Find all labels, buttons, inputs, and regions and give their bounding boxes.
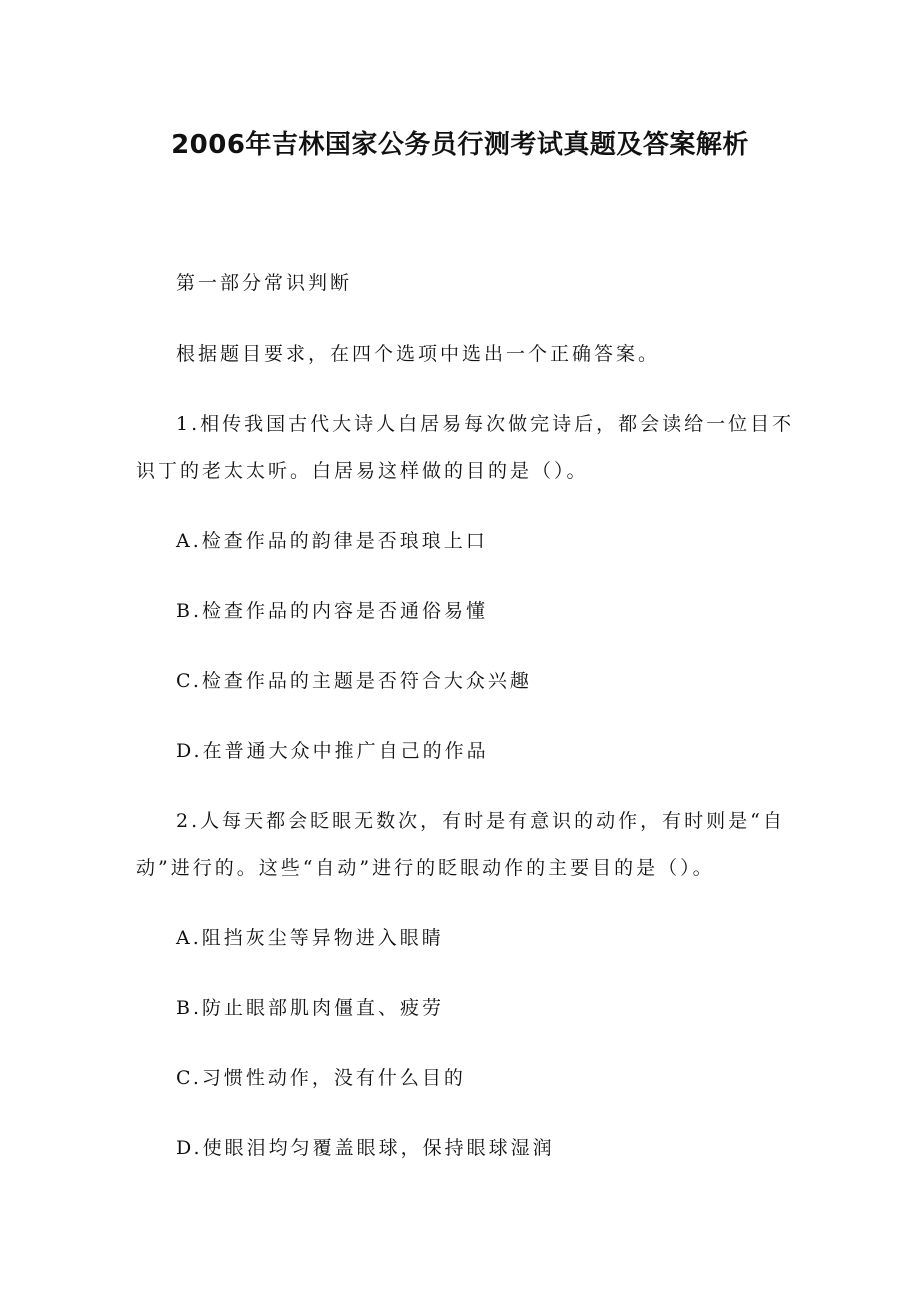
question-2-option-c: C.习惯性动作，没有什么目的: [176, 1067, 466, 1089]
question-1-stem-line-2: 识丁的老太太听。白居易这样做的目的是（）。: [136, 460, 589, 482]
question-2-option-d: D.使眼泪均匀覆盖眼球，保持眼球湿润: [176, 1137, 555, 1159]
question-1-option-b: B.检查作品的内容是否通俗易懂: [176, 600, 489, 622]
question-2-stem-line-1: 2.人每天都会眨眼无数次，有时是有意识的动作，有时则是“自: [176, 810, 785, 832]
question-1-stem-line-1: 1.相传我国古代大诗人白居易每次做完诗后，都会读给一位目不: [176, 413, 795, 435]
question-2-stem-line-2: 动”进行的。这些“自动”进行的眨眼动作的主要目的是（）。: [136, 857, 715, 879]
section-heading: 第一部分常识判断: [176, 272, 353, 294]
question-1-option-c: C.检查作品的主题是否符合大众兴趣: [176, 670, 532, 692]
question-2-option-a: A.阻挡灰尘等异物进入眼睛: [176, 927, 444, 949]
document-title: 2006年吉林国家公务员行测考试真题及答案解析: [171, 130, 749, 160]
instruction-text: 根据题目要求，在四个选项中选出一个正确答案。: [176, 343, 661, 365]
question-1-option-d: D.在普通大众中推广自己的作品: [176, 740, 489, 762]
question-2-option-b: B.防止眼部肌肉僵直、疲劳: [176, 997, 445, 1019]
question-1-option-a: A.检查作品的韵律是否琅琅上口: [176, 530, 488, 552]
